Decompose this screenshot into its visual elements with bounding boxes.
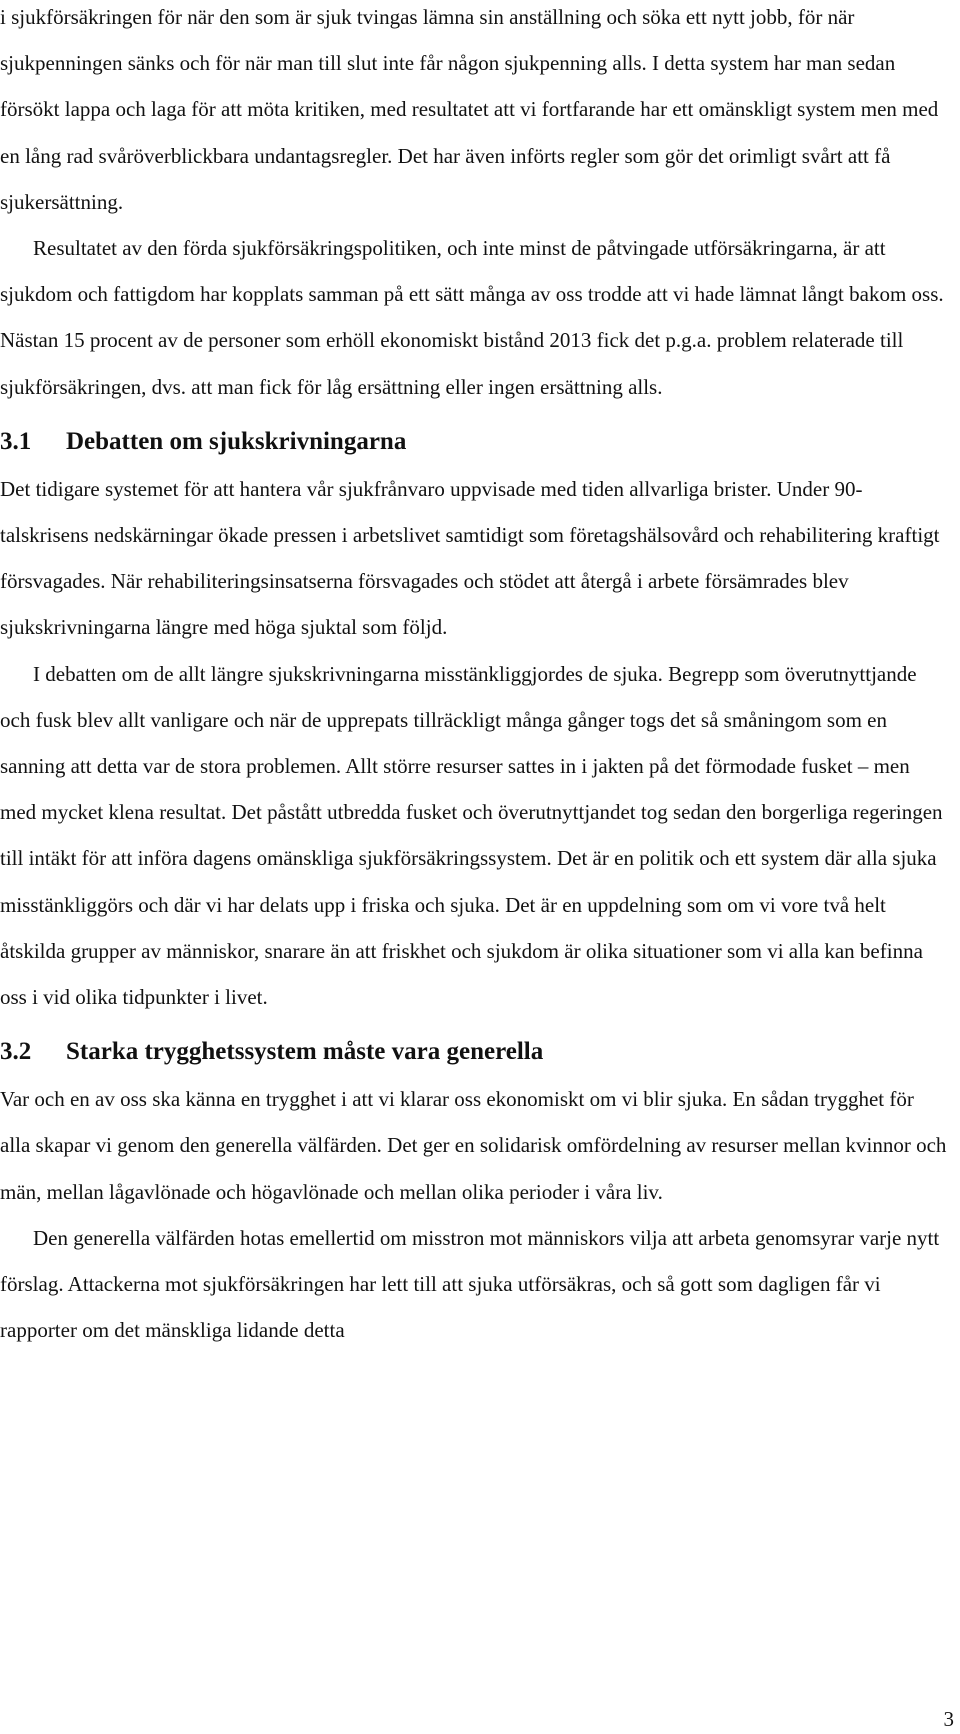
paragraph-section-2-first: Var och en av oss ska känna en trygghet i att vi klarar oss ekonomiskt om vi blir sjuka. En sådan trygghet för alla skapar vi genom den generella välfärden. Det ger en solidarisk omfördelning av resurser mellan kvinnor och män, mellan lågavlönade och högavlönade och mellan olika perioder i våra liv. <box>0 1087 947 1204</box>
section-number: 3.1 <box>0 427 32 455</box>
section-title: Debatten om sjukskrivningarna <box>66 427 407 455</box>
paragraph-section-1-first: Det tidigare systemet för att hantera vår sjukfrånvaro uppvisade med tiden allvarliga brister. Under 90-talskrisens nedskärningar ökade pressen i arbetslivet samtidigt som företagshälsovård och rehabilitering kraftigt försvagades. När rehabiliteringsinsatserna försvagades och stödet att återgå i arbete försämrades blev sjukskrivningarna längre med höga sjuktal som följd. <box>0 476 940 640</box>
paragraph-section-2-second: Den generella välfärden hotas emellertid om misstron mot människors vilja att arbeta genomsyrar varje nytt förslag. Attackerna mot sjukförsäkringen har lett till att sjuka utförsäkras, och så gott som dagligen får vi rapporter om det mänskliga lidande detta <box>0 1225 940 1343</box>
paragraph-section-1-second: I debatten om de allt längre sjukskrivningarna misstänkliggjordes de sjuka. Begrepp som överutnyttjande och fusk blev allt vanligare och när de upprepats tillräckligt många gånger togs det så småningom som en sanning att detta var de stora problemen. Allt större resurser sattes in i jakten på det förmodade fusket – men med mycket klena resultat. Det påstått utbredda fusket och överutnyttjandet tog sedan den borgerliga regeringen till intäkt för att införa dagens omänskliga sjukförsäkringssystem. Det är en politik och ett system där alla sjuka misstänkliggörs och där vi har delats upp i friska och sjuka. Det är en uppdelning som om vi vore två helt åtskilda grupper av människor, snarare än att friskhet och sjukdom är olika situationer som vi alla kan befinna oss i vid olika tidpunkter i livet. <box>0 661 943 1010</box>
section-heading-3-2 <box>0 1028 948 1076</box>
paragraph-results: Resultatet av den förda sjukförsäkringspolitiken, och inte minst de påtvingade utförsäkringarna, är att sjukdom och fattigdom har kopplats samman på ett sätt många av oss trodde att vi hade lämnat långt bakom oss. Nästan 15 procent av de personer som erhöll ekonomiskt bistånd 2013 fick det p.g.a. problem relaterade till sjukförsäkringen, dvs. att man fick för låg ersättning eller ingen ersättning alls. <box>0 236 944 399</box>
section-heading-3-1 <box>0 418 948 466</box>
section-number: 3.2 <box>0 1038 32 1066</box>
page-number: 3 <box>943 1707 954 1731</box>
section-title: Starka trygghetssystem måste vara generella <box>66 1038 544 1066</box>
paragraph-intro-continuation: i sjukförsäkringen för när den som är sjuk tvingas lämna sin anställning och söka ett nytt jobb, för när sjukpenningen sänks och för när man till slut inte får någon sjukpenning alls. I detta system har man sedan försökt lappa och laga för att möta kritiken, med resultatet att vi fortfarande har ett omänskligt system men med en lång rad svåröverblickbara undantagsregler. Det har även införts regler som gör det orimligt svårt att få sjukersättning. <box>0 5 939 214</box>
